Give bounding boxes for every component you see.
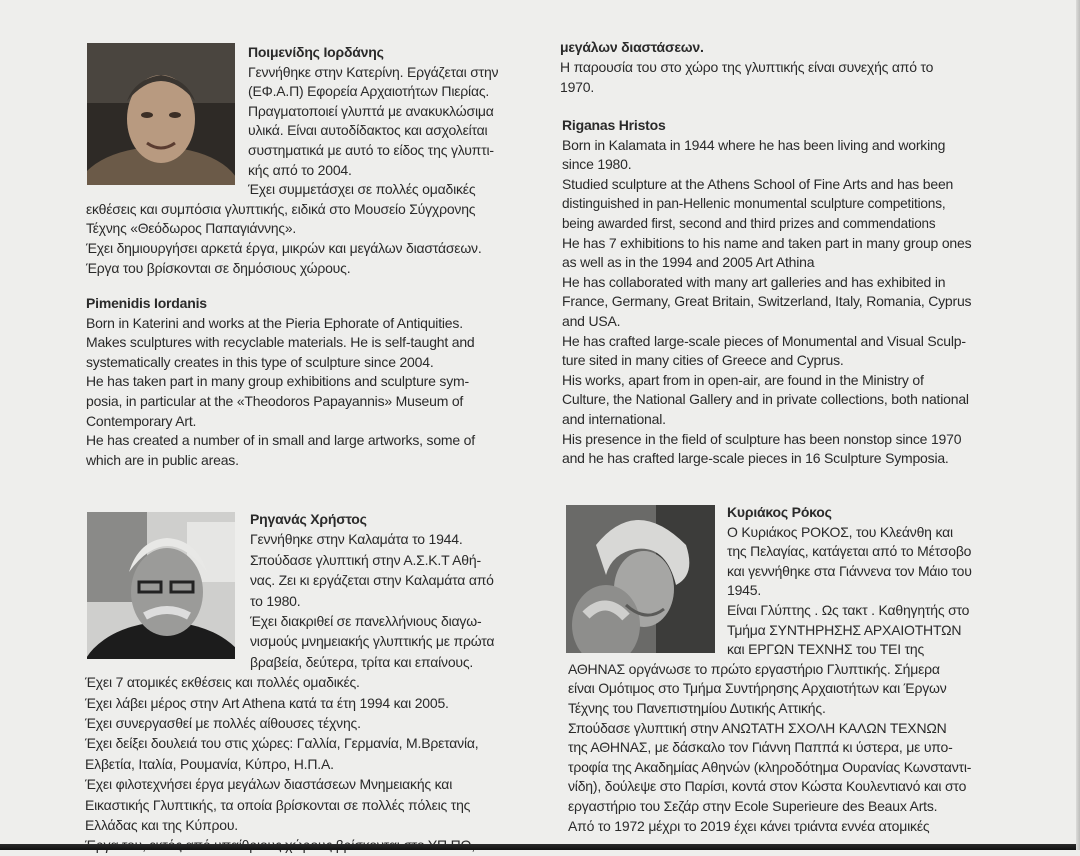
riganas-greek-bio-continued-name: μεγάλων διαστάσεων. [560,39,704,55]
riganas-english-bio-line: and international. [562,411,666,427]
rokos-greek-bio-line: της Πελαγίας, κατάγεται από το Μέτσοβο [727,543,972,560]
rokos-greek-bio-line: και ΕΡΓΩΝ ΤΕΧΝΗΣ του ΤΕΙ της [727,641,925,658]
portrait-pimenidis-photo [87,43,235,185]
rokos-greek-bio-line: Σπούδασε γλυπτική στην ΑΝΩΤΑΤΗ ΣΧΟΛΗ ΚΑΛΩΝ ΤΕΧΝΩΝ [568,719,947,736]
riganas-greek-bio-line: το 1980. [250,592,301,609]
riganas-greek-bio-continued-line: Η παρουσία του στο χώρο της γλυπτικής είναι συνεχής από το [560,59,934,75]
page-bottom-edge [0,844,1080,850]
riganas-english-bio-line: His presence in the field of sculpture has been nonstop since 1970 [562,430,962,447]
riganas-english-bio-line: since 1980. [562,156,632,173]
page-right-edge [1076,0,1080,850]
riganas-english-bio-line: distinguished in pan-Hellenic monumental sculpture competitions, [562,195,946,212]
pimenidis-greek-bio-line: Έχει συμμετάσχει σε πολλές ομαδικές [248,181,476,198]
riganas-greek-bio-line: βραβεία, δεύτερα, τρίτα και επαίνους. [250,653,474,670]
rokos-greek-bio-line: νίδη), δούλεψε στο Παρίσι, κοντά στον Κώστα Κουλεντιανό και στο [568,778,967,795]
rokos-greek-bio-line: και γεννήθηκε στα Γιάννενα τον Μάιο του [727,562,972,579]
riganas-greek-bio-line: νισμούς μνημειακής γλυπτικής με πρώτα [250,633,495,650]
riganas-english-bio-line: Born in Kalamata in 1944 where he has been living and working [562,136,946,153]
pimenidis-greek-bio-line: Έργα του βρίσκονται σε δημόσιους χώρους. [86,259,351,276]
pimenidis-greek-bio-line: Τέχνης «Θεόδωρος Παπαγιάννης». [86,220,297,237]
rokos-greek-bio-line: ΑΘΗΝΑΣ οργάνωσε το πρώτο εργαστήριο Γλυπτικής. Σήμερα [568,660,940,677]
riganas-greek-bio-line: Ελβετία, Ιταλία, Ρουμανία, Κύπρο, Η.Π.Α. [85,755,334,772]
riganas-english-bio-line: being awarded first, second and third prizes and commendations [562,215,936,231]
pimenidis-english-bio-line: Born in Katerini and works at the Pieria Ephorate of Antiquities. [86,314,463,331]
riganas-english-bio-line: and he has crafted large-scale pieces in 16 Sculpture Symposia. [562,450,949,467]
riganas-greek-bio-line: Εικαστικής Γλυπτικής, τα οποία βρίσκονται σε πολλές πόλεις της [85,796,471,813]
rokos-greek-bio-line: Ο Κυριάκος ΡΟΚΟΣ, του Κλεάνθη και [727,523,953,540]
rokos-greek-bio-line: Τμήμα ΣΥΝΤΗΡΗΣΗΣ ΑΡΧΑΙΟΤΗΤΩΝ [727,621,962,638]
pimenidis-english-bio-line: systematically creates in this type of sculpture since 2004. [86,353,434,370]
riganas-english-bio-line: Studied sculpture at the Athens School of Fine Arts and has been [562,175,954,192]
riganas-greek-bio-line: Γεννήθηκε στην Καλαμάτα το 1944. [250,531,463,548]
pimenidis-greek-bio-line: Έχει δημιουργήσει αρκετά έργα, μικρών και μεγάλων διαστάσεων. [86,240,482,256]
pimenidis-english-bio-name: Pimenidis Iordanis [86,295,207,311]
pimenidis-english-bio-line: He has created a number of in small and large artworks, some of [86,432,475,449]
riganas-greek-bio-line: Έχει 7 ατομικές εκθέσεις και πολλές ομαδικές. [85,674,360,691]
riganas-english-bio-line: He has crafted large-scale pieces of Monumental and Visual Sculp- [562,332,966,349]
riganas-english-bio-line: as well as in the 1994 and 2005 Art Athina [562,254,815,271]
riganas-greek-bio-line: Έχει φιλοτεχνήσει έργα μεγάλων διαστάσεων Μνημειακής και [85,776,453,793]
riganas-english-bio-name: Riganas Hristos [562,117,666,133]
rokos-greek-bio-line: 1945. [727,582,762,599]
rokos-greek-bio-line: Είναι Γλύπτης . Ως τακτ . Καθηγητής στο [727,602,970,618]
pimenidis-greek-bio-line: εκθέσεις και συμπόσια γλυπτικής, ειδικά στο Μουσείο Σύγχρονης [86,200,476,217]
pimenidis-english-bio-line: which are in public areas. [86,451,239,468]
pimenidis-greek-bio-line: Πραγματοποιεί γλυπτά με ανακυκλώσιμα [248,102,494,119]
riganas-english-bio-line: France, Germany, Great Britain, Switzerland, Italy, Romania, Cyprus [562,293,972,310]
riganas-greek-bio-line: νας. Ζει κι εργάζεται στην Καλαμάτα από [250,572,494,589]
rokos-greek-bio-line: της ΑΘΗΝΑΣ, με δάσκαλο τον Γιάννη Παππά κι ύστερα, με υπο- [568,739,953,756]
pimenidis-english-bio-line: Makes sculptures with recyclable materials. He is self-taught and [86,334,475,351]
pimenidis-greek-bio-line: συστηματικά με αυτό το είδος της γλυπτι- [248,142,494,158]
rokos-greek-bio-line: τροφία της Ακαδημίας Αθηνών (κληροδότημα Ουρανίας Κωνσταντι- [568,758,972,775]
pimenidis-greek-bio-name: Ποιμενίδης Ιορδάνης [248,44,384,60]
riganas-english-bio-line: Culture, the National Gallery and in private collections, both national [562,391,969,408]
riganas-greek-bio-line: Έχει λάβει μέρος στην Art Athena κατά τα έτη 1994 και 2005. [85,694,449,711]
pimenidis-english-bio-line: Contemporary Art. [86,412,197,429]
rokos-greek-bio-name: Κυριάκος Ρόκος [727,504,832,520]
rokos-greek-bio-line: Από το 1972 μέχρι το 2019 έχει κάνει τριάντα εννέα ατομικές [568,817,930,834]
riganas-greek-bio-line: Έχει συνεργασθεί με πολλές αίθουσες τέχνης. [85,715,361,731]
pimenidis-english-bio-line: posia, in particular at the «Theodoros Papayannis» Museum of [86,393,464,409]
pimenidis-greek-bio-line: (ΕΦ.Α.Π) Εφορεία Αρχαιοτήτων Πιερίας. [248,83,490,100]
riganas-english-bio-line: He has collaborated with many art galleries and has exhibited in [562,273,946,290]
rokos-greek-bio-line: Τέχνης του Πανεπιστημίου Δυτικής Αττικής. [568,700,826,716]
rokos-greek-bio-line: είναι Ομότιμος στο Τμήμα Συντήρησης Αρχαιοτήτων και Έργων [568,680,947,697]
pimenidis-greek-bio-line: Γεννήθηκε στην Κατερίνη. Εργάζεται στην [248,63,499,80]
riganas-greek-bio-line: Έχει δείξει δουλειά του στις χώρες: Γαλλία, Γερμανία, Μ.Βρετανία, [85,735,479,752]
rokos-greek-bio-line: εργαστήριο του Σεζάρ στην Ecole Superieure des Beaux Arts. [568,798,938,814]
riganas-english-bio-line: He has 7 exhibitions to his name and taken part in many group ones [562,234,972,251]
riganas-greek-bio-name: Ρηγανάς Χρήστος [250,511,367,527]
riganas-greek-bio-continued-line: 1970. [560,79,595,95]
riganas-english-bio-line: His works, apart from in open-air, are found in the Ministry of [562,371,924,388]
riganas-greek-bio-line: Σπούδασε γλυπτική στην Α.Σ.Κ.Τ Αθή- [250,551,481,568]
riganas-greek-bio-line: Έχει διακριθεί σε πανελλήνιους διαγω- [250,613,482,629]
portrait-rokos-photo [566,505,715,653]
riganas-english-bio-line: and USA. [562,313,621,329]
riganas-greek-bio-line: Ελλάδας και της Κύπρου. [85,817,238,833]
portrait-riganas-photo [87,512,235,659]
riganas-english-bio-line: ture sited in many cities of Greece and Cyprus. [562,352,844,369]
pimenidis-greek-bio-line: υλικά. Είναι αυτοδίδακτος και ασχολείται [248,122,488,139]
pimenidis-greek-bio-line: κής από το 2004. [248,161,352,178]
pimenidis-english-bio-line: He has taken part in many group exhibitions and sculpture sym- [86,373,469,390]
